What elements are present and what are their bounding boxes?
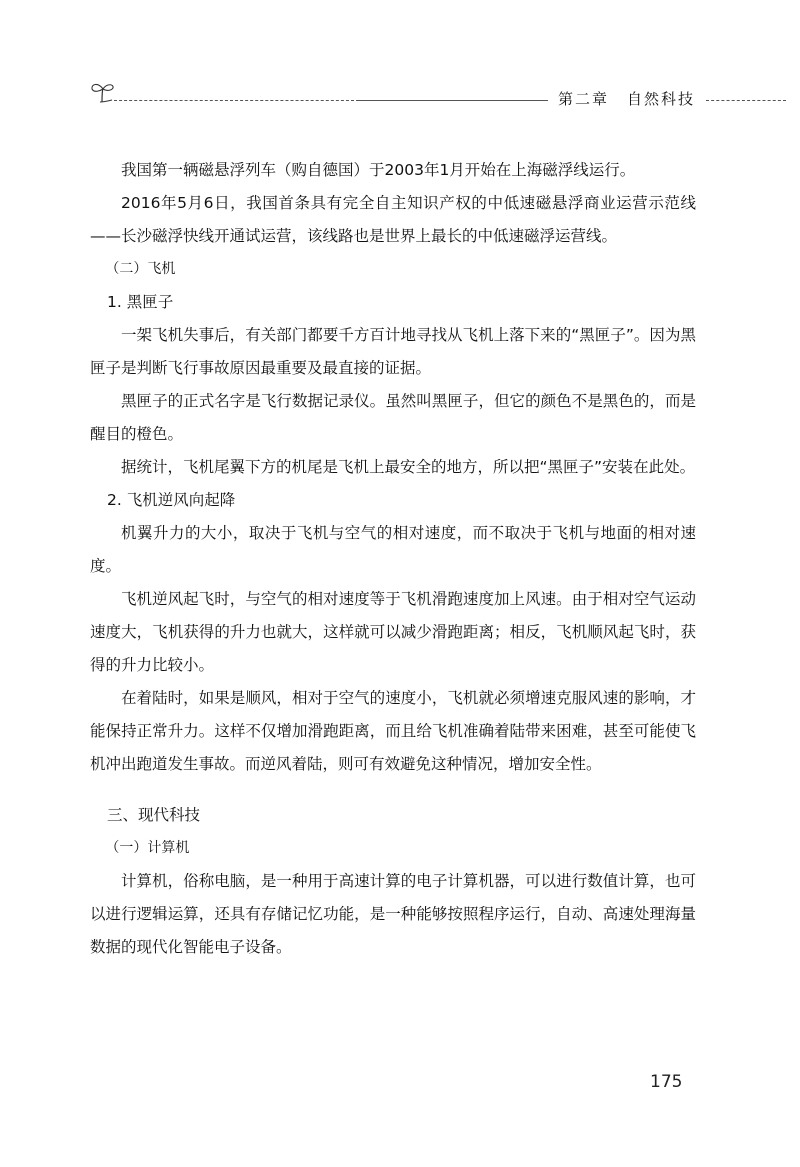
sprout-icon [88, 78, 118, 108]
heading-modern-tech: 三、现代科技 [107, 806, 201, 824]
chapter-title: 自然科技 [627, 90, 696, 108]
paragraph-maglev-changsha: 2016年5月6日，我国首条具有完全自主知识产权的中低速磁悬浮商业运营示范线——长沙磁浮快线开通试运营，该线路也是世界上最长的中低速磁浮运营线。 [90, 194, 696, 245]
page-number: 175 [650, 1072, 683, 1092]
paragraph-maglev-first: 我国第一辆磁悬浮列车（购自德国）于2003年1月开始在上海磁浮线运行。 [121, 161, 636, 179]
chapter-number: 第二章 [558, 90, 610, 108]
chapter-label [558, 88, 695, 109]
header-rule-middle [356, 100, 548, 101]
paragraph-landing: 在着陆时，如果是顺风，相对于空气的速度小，飞机就必须增速克服风速的影响，才能保持正常升力。这样不仅增加滑跑距离，而且给飞机准确着陆带来困难，甚至可能使飞机冲出跑道发生事故。而逆风着陆，则可有效避免这种情况，增加安全性。 [90, 689, 696, 773]
running-header [88, 78, 788, 108]
paragraph-black-box-search: 一架飞机失事后，有关部门都要千方百计地寻找从飞机上落下来的“黑匣子”。因为黑匣子是判断飞行事故原因最重要及最直接的证据。 [90, 326, 696, 377]
heading-black-box: 1. 黑匣子 [107, 293, 174, 311]
paragraph-computer: 计算机，俗称电脑，是一种用于高速计算的电子计算机器，可以进行数值计算，也可以进行逻辑运算，还具有存储记忆功能，是一种能够按照程序运行，自动、高速处理海量数据的现代化智能电子设备。 [90, 872, 696, 956]
page-body [90, 154, 696, 964]
paragraph-takeoff: 飞机逆风起飞时，与空气的相对速度等于飞机滑跑速度加上风速。由于相对空气运动速度大，飞机获得的升力也就大，这样就可以减少滑跑距离；相反，飞机顺风起飞时，获得的升力比较小。 [90, 590, 696, 674]
heading-computer: （一）计算机 [105, 840, 190, 856]
heading-headwind: 2. 飞机逆风向起降 [107, 491, 236, 509]
header-rule-right [706, 100, 786, 101]
paragraph-black-box-name: 黑匣子的正式名字是飞行数据记录仪。虽然叫黑匣子，但它的颜色不是黑色的，而是醒目的橙色。 [90, 392, 696, 443]
header-rule-left [114, 100, 354, 101]
paragraph-lift: 机翼升力的大小，取决于飞机与空气的相对速度，而不取决于飞机与地面的相对速度。 [90, 524, 696, 575]
heading-aircraft: （二）飞机 [105, 261, 176, 277]
paragraph-black-box-location: 据统计，飞机尾翼下方的机尾是飞机上最安全的地方，所以把“黑匣子”安装在此处。 [121, 458, 696, 476]
